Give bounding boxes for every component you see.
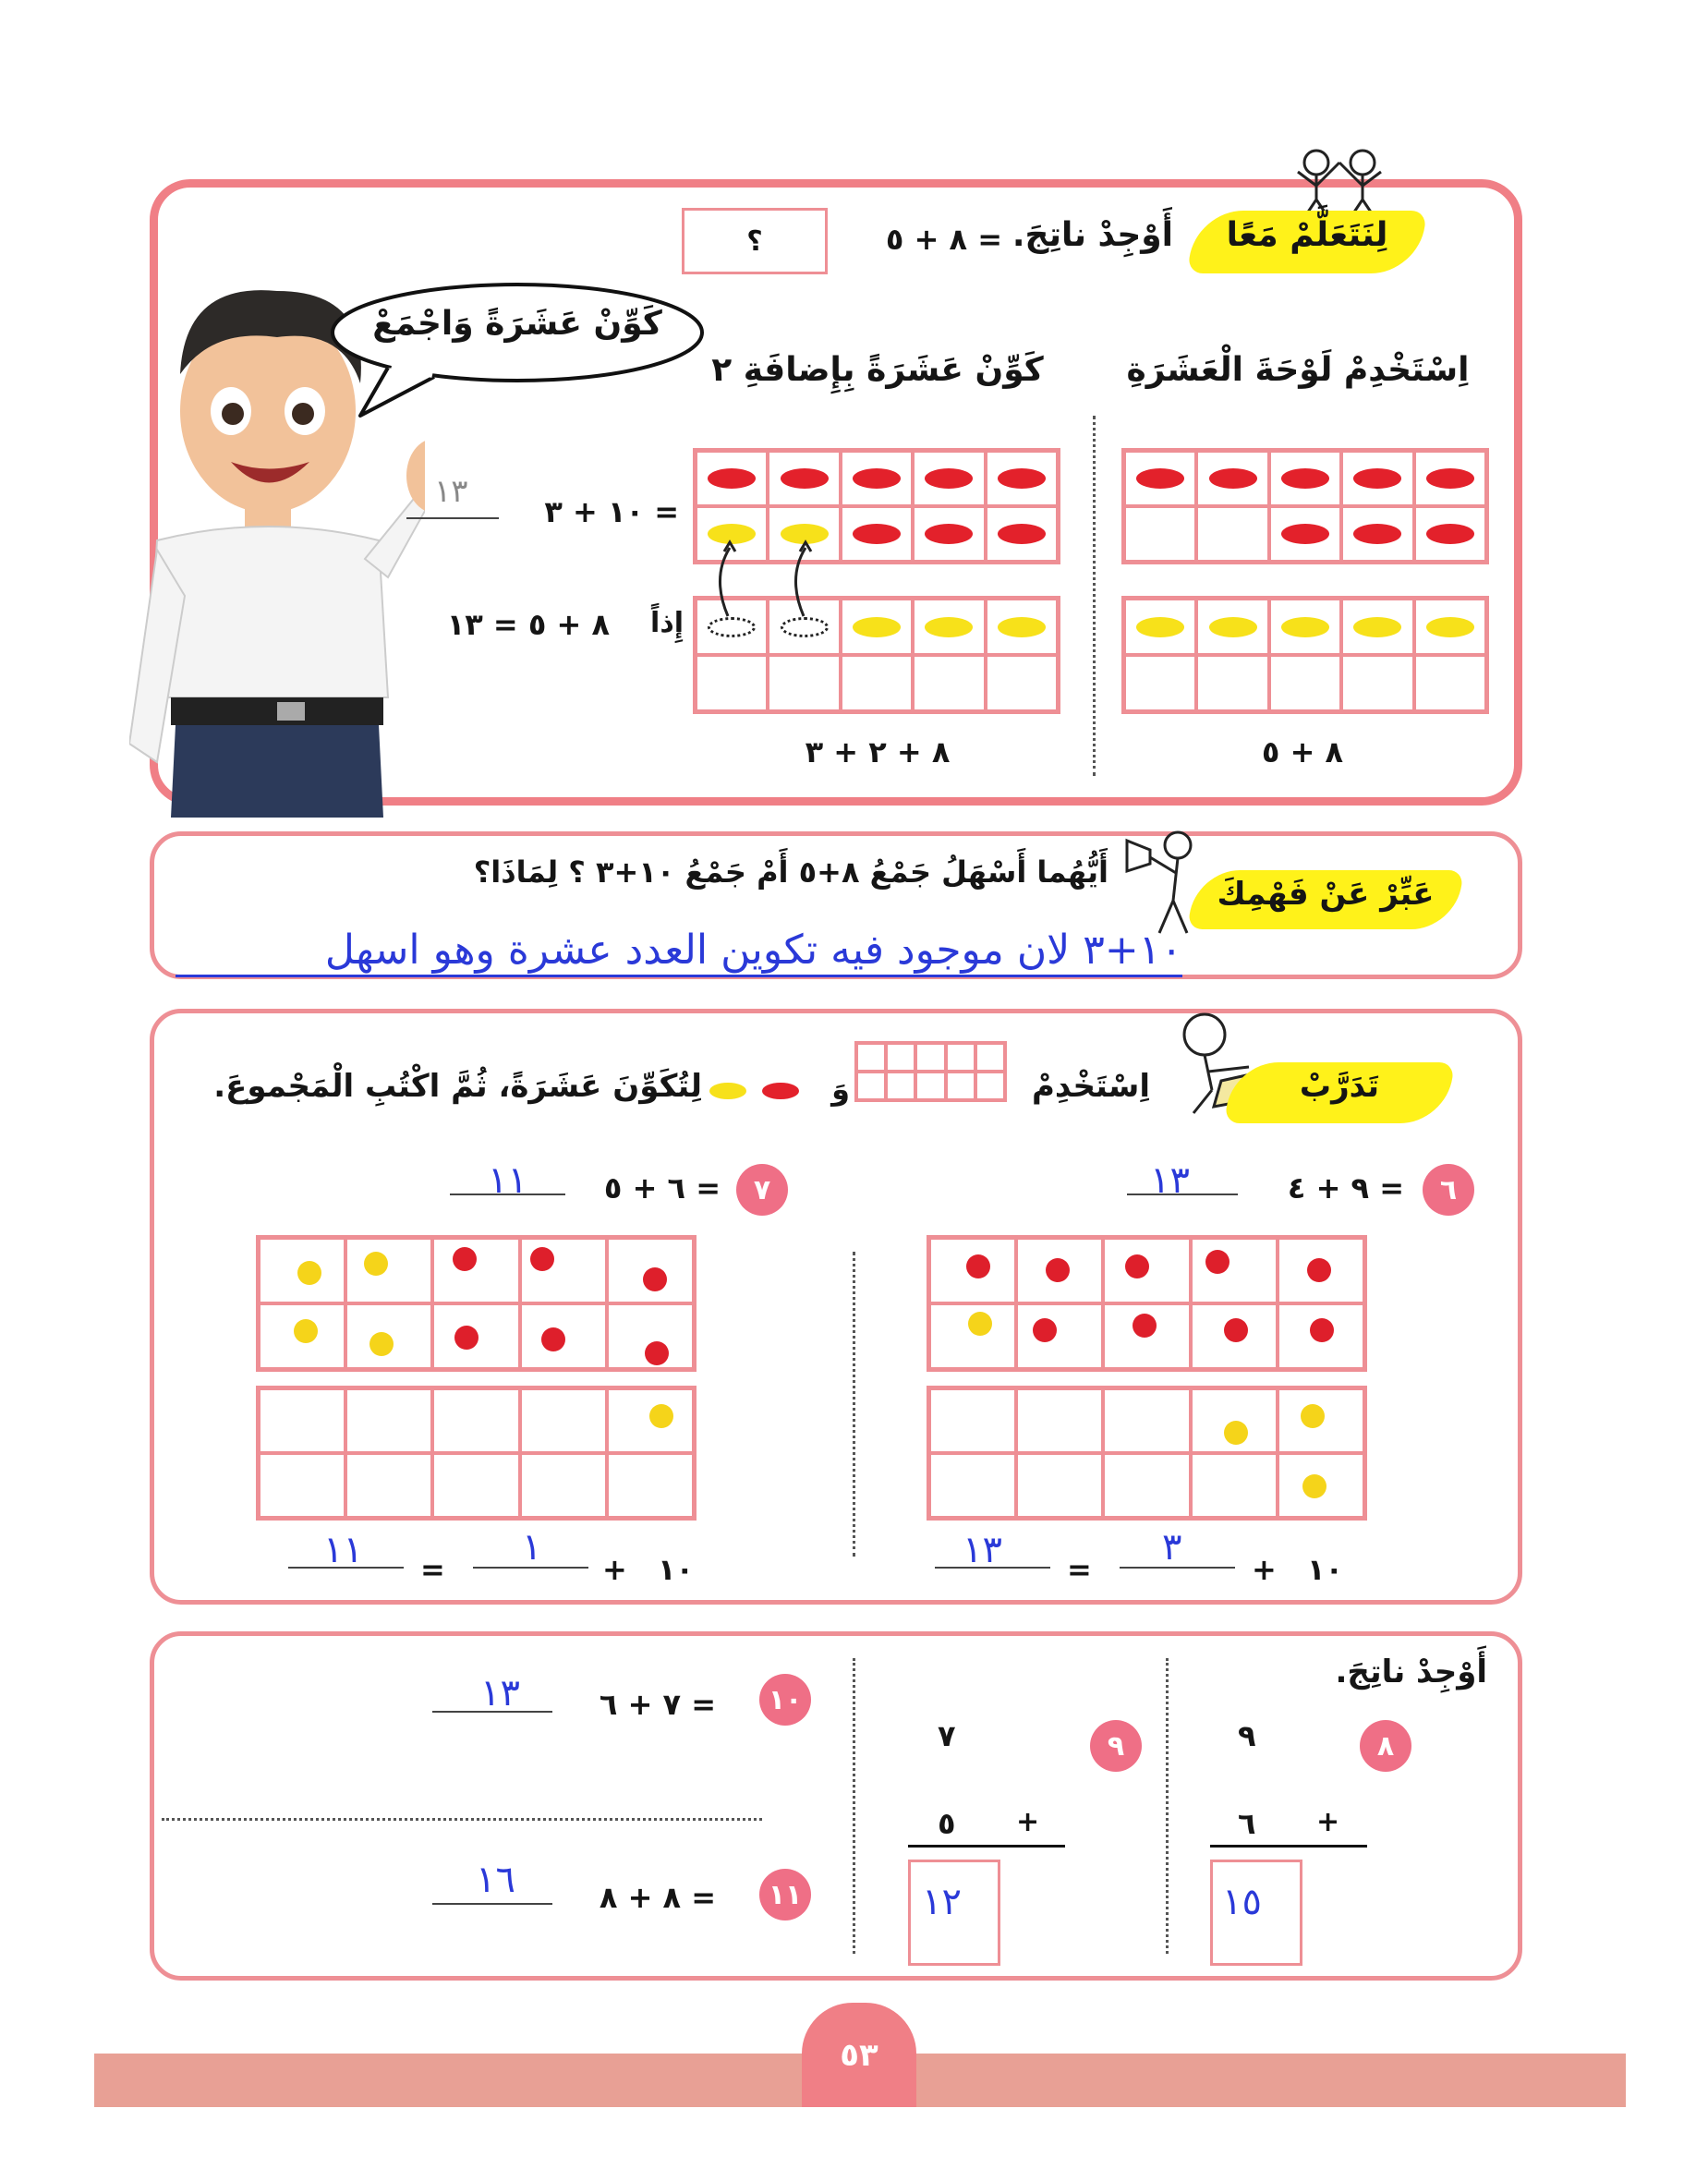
- practice-instr-2: لِتُكَوِّنَ عَشَرَةً، ثُمَّ اكْتُبِ الْمَجْموعَ.: [213, 1068, 702, 1105]
- q9-top: ٧: [938, 1718, 956, 1753]
- page-number-tab: [802, 2003, 916, 2107]
- ten-frame-right-top: [1121, 448, 1489, 564]
- q6-ten: ١٠: [1307, 1552, 1344, 1587]
- q8-top: ٩: [1238, 1718, 1256, 1753]
- explain-question: أَيُّهُما أَسْهَلُ جَمْعُ ٨+٥ أَمْ جَمْعُ ١٠+٣ ؟ لِمَاذَا؟: [473, 854, 1108, 890]
- q7-equation: ٦ + ٥ =: [603, 1170, 721, 1206]
- q6-answer: ١٣: [1150, 1159, 1190, 1202]
- q6-plus: +: [1252, 1552, 1277, 1587]
- q6-ten-frame-top: [927, 1235, 1367, 1372]
- find-sum-divider-1: [1166, 1658, 1169, 1954]
- page-number: ٥٣: [840, 2036, 878, 2074]
- q7-sum: ١١: [323, 1529, 363, 1571]
- speech-bubble-text: كَوِّنْ عَشَرَةً وَاجْمَعْ: [372, 305, 662, 343]
- q11-equation: ٨ + ٨ =: [599, 1880, 716, 1915]
- q6-equals: =: [1067, 1552, 1092, 1587]
- practice-divider: [853, 1252, 855, 1557]
- eq-line2-prefix: إِذاً: [650, 607, 684, 639]
- q9-answer-box[interactable]: [908, 1860, 1000, 1966]
- explain-badge: عَبِّرْ عَنْ فَهْمِكَ: [1217, 876, 1435, 913]
- kids-icon: [1289, 144, 1390, 218]
- eq-line1-blank[interactable]: [406, 517, 499, 519]
- q10-q11-separator: [162, 1818, 762, 1821]
- find-sum-divider-2: [853, 1658, 855, 1954]
- q6-ones: ٣: [1162, 1526, 1182, 1569]
- q6-equation: ٩ + ٤ =: [1287, 1170, 1404, 1206]
- equation: ٨ + ٥ =: [885, 222, 1002, 257]
- q10-equation: ٧ + ٦ =: [599, 1687, 716, 1722]
- q7-ones: ١: [522, 1526, 542, 1569]
- heading-use-ten-frame: اِسْتَخْدِمْ لَوْحَةَ الْعَشَرَةِ: [1126, 351, 1470, 389]
- expr-left: ٨ + ٢ + ٣: [805, 734, 951, 769]
- practice-instr-and: وَ: [831, 1072, 850, 1107]
- q7-equals: =: [420, 1552, 445, 1587]
- heading-make-ten: كَوِّنْ عَشَرَةً بِإِضافَةِ ٢: [711, 351, 1044, 389]
- ten-frame-right-bottom: [1121, 596, 1489, 714]
- q8-answer-box[interactable]: [1210, 1860, 1302, 1966]
- q7-badge: ٧: [736, 1164, 788, 1216]
- instruction: أَوْجِدْ ناتِجَ.: [1011, 216, 1173, 254]
- divider: [1093, 416, 1096, 776]
- eq-line1: ١٠ + ٣ =: [544, 494, 679, 529]
- q7-answer: ١١: [488, 1159, 527, 1202]
- q11-answer: ١٦: [476, 1859, 515, 1901]
- practice-instr-1: اِسْتَخْدِمْ: [1031, 1068, 1150, 1105]
- expr-right: ٨ + ٥: [1261, 734, 1344, 769]
- practice-badge: تَدَرَّبْ: [1299, 1068, 1380, 1105]
- q7-plus: +: [602, 1552, 627, 1587]
- find-sum-instruction: أَوْجِدْ ناتِجَ.: [1335, 1654, 1487, 1690]
- q8-answer: ١٥: [1222, 1881, 1262, 1923]
- speech-bubble-shape: [323, 277, 711, 425]
- q7-ten-frame-bottom: [256, 1386, 697, 1521]
- q7-ten: ١٠: [658, 1552, 695, 1587]
- q8-plus: +: [1316, 1806, 1340, 1838]
- q9-sum-line: [908, 1845, 1065, 1848]
- q6-ten-frame-bottom: [927, 1386, 1367, 1521]
- red-counter-icon: [762, 1083, 799, 1099]
- yellow-counter-icon: [709, 1083, 746, 1099]
- q11-answer-line[interactable]: [432, 1903, 552, 1905]
- q9-bottom: ٥: [938, 1806, 956, 1841]
- eq-line1-answer: ١٣: [434, 473, 468, 510]
- q9-answer: ١٢: [922, 1881, 962, 1923]
- q9-badge: ٩: [1090, 1720, 1142, 1772]
- answer-placeholder: ؟: [746, 224, 763, 258]
- q8-bottom: ٦: [1238, 1806, 1256, 1841]
- learn-badge: لِنَتَعَلَّمْ مَعًا: [1226, 216, 1388, 254]
- q6-badge: ٦: [1423, 1164, 1474, 1216]
- q8-sum-line: [1210, 1845, 1367, 1848]
- move-arrows: [702, 531, 850, 624]
- answer-box[interactable]: [682, 208, 828, 274]
- q9-plus: +: [1016, 1806, 1040, 1838]
- q8-badge: ٨: [1360, 1720, 1411, 1772]
- q10-badge: ١٠: [759, 1674, 811, 1726]
- q11-badge: ١١: [759, 1869, 811, 1920]
- q6-sum: ١٣: [963, 1529, 1002, 1571]
- q10-answer: ١٣: [480, 1672, 520, 1715]
- eq-line2: ٨ + ٥ = ١٣: [446, 607, 610, 642]
- explain-answer[interactable]: ١٠+٣ لان موجود فيه تكوين العدد عشرة وهو اسهل: [176, 927, 1182, 977]
- mini-ten-frame-icon: [854, 1041, 1007, 1102]
